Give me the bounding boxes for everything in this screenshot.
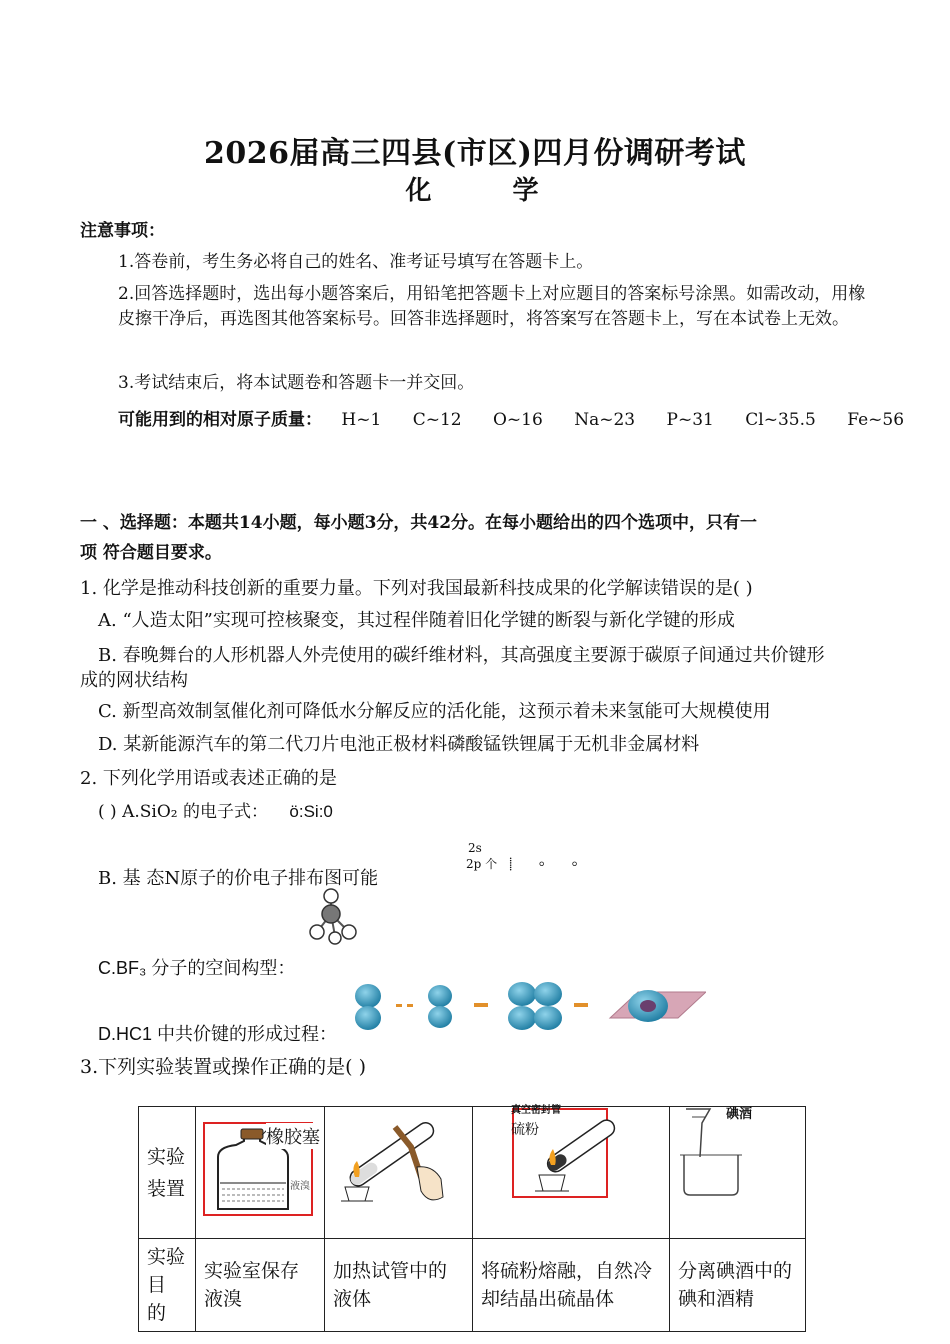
apparatus-cell-c bbox=[473, 1107, 670, 1239]
q2-stem: 2. 下列化学用语或表述正确的是 bbox=[80, 768, 337, 789]
notice-item-1: 1.答卷前，考生务必将自己的姓名、准考证号填写在答题卡上。 bbox=[118, 252, 594, 272]
q2-option-d: D.HC1 中共价键的形成过程： bbox=[98, 1024, 338, 1044]
table-row bbox=[139, 1107, 806, 1239]
liquid-bromine-label: 液溴 bbox=[290, 1181, 310, 1192]
atomic-mass-na: Na~23 bbox=[574, 410, 636, 430]
q3-stem: 3.下列实验装置或操作正确的是( ) bbox=[80, 1056, 366, 1078]
sulfur-sealed-tube-image bbox=[473, 1107, 669, 1233]
q1-option-d: D. 某新能源汽车的第二代刀片电池正极材料磷酸锰铁锂属于无机非金属材料 bbox=[98, 734, 700, 755]
hcl-orbital-overlap-diagram bbox=[352, 978, 706, 1042]
q2-option-a-label: ( ) A.SiO₂ 的电子式： bbox=[98, 802, 268, 822]
apparatus-cell-a bbox=[196, 1107, 325, 1239]
atomic-mass-fe: Fe~56 bbox=[847, 410, 905, 430]
row-header-purpose: 实验目 的 bbox=[139, 1239, 196, 1332]
experiment-table bbox=[138, 1106, 806, 1332]
orbital-diagram: 2s 2p 个 ⸽ ⸰ ⸰ bbox=[466, 841, 578, 871]
stopper-label: 橡胶塞 bbox=[266, 1123, 320, 1149]
atomic-mass-h: H~1 bbox=[341, 410, 382, 430]
q1-option-b-line1: B. 春晚舞台的人形机器人外壳使用的碳纤维材料，其高强度主要源于碳原子间通过共价键形 bbox=[98, 645, 825, 666]
iodine-tincture-label: 碘酒 bbox=[726, 1107, 753, 1122]
purpose-cell-d: 分离碘酒中的碘和酒精 bbox=[670, 1239, 806, 1332]
sulfur-powder-label: 硫粉 bbox=[511, 1122, 539, 1138]
atomic-mass-p: P~31 bbox=[666, 410, 714, 430]
q2-option-b: B. 基 态N原子的价电子排布图可能 bbox=[98, 868, 379, 889]
notice-item-3: 3.考试结束后，将本试题卷和答题卡一并交回。 bbox=[118, 373, 475, 393]
subject-title: 化 学 bbox=[405, 176, 575, 206]
orbital-2p-label: 2p 个 bbox=[466, 857, 498, 871]
row-header-apparatus: 实验装置 bbox=[139, 1107, 196, 1239]
table-row bbox=[139, 1239, 806, 1332]
notice-heading: 注意事项： bbox=[80, 221, 165, 241]
sealed-tube-label: 真空密封管 bbox=[511, 1105, 561, 1116]
atomic-mass-label: 可能用到的相对原子质量： bbox=[118, 410, 322, 430]
heating-test-tube-image bbox=[325, 1107, 472, 1233]
section-heading-line1: 一 、选择题：本题共14小题，每小题3分，共42分。在每小题给出的四个选项中，只有一 bbox=[80, 513, 758, 533]
apparatus-cell-d bbox=[670, 1107, 806, 1239]
notice-item-2: 2.回答选择题时，选出每小题答案后，用铅笔把答题卡上对应题目的答案标号涂黑。如需改动，用橡皮擦干净后，再选图其他答案标号。回答非选择题时，将答案写在答题卡上，写在本试卷上无效。 bbox=[118, 284, 866, 329]
q1-option-c: C. 新型高效制氢催化剂可降低水分解反应的活化能，这预示着未来氢能可大规模使用 bbox=[98, 701, 771, 722]
page-title: 2026届高三四县(市区)四月份调研考试 bbox=[204, 136, 746, 171]
apparatus-cell-b bbox=[325, 1107, 473, 1239]
q2-option-c: C.BF₃ 分子的空间构型： bbox=[98, 958, 296, 978]
atomic-mass-c: C~12 bbox=[412, 410, 462, 430]
q1-option-b-line2: 成的网状结构 bbox=[80, 670, 188, 691]
orbital-2s-label: 2s bbox=[468, 841, 482, 855]
atomic-mass-o: O~16 bbox=[493, 410, 543, 430]
sio2-electron-formula: ö:Si:0 bbox=[289, 802, 333, 821]
q1-stem: 1. 化学是推动科技创新的重要力量。下列对我国最新科技成果的化学解读错误的是( ) bbox=[80, 578, 753, 599]
q2-option-a bbox=[98, 797, 333, 822]
atomic-mass-cl: Cl~35.5 bbox=[745, 410, 816, 430]
bf3-molecule-model bbox=[305, 888, 357, 946]
atomic-mass-line bbox=[118, 405, 904, 430]
separatory-funnel-image bbox=[670, 1107, 805, 1233]
q1-option-a: A. “人造太阳”实现可控核聚变，其过程伴随着旧化学键的断裂与新化学键的形成 bbox=[98, 610, 735, 631]
purpose-cell-b: 加热试管中的液体 bbox=[325, 1239, 473, 1332]
section-heading-line2: 项 符合题目要求。 bbox=[80, 543, 222, 563]
purpose-cell-c: 将硫粉熔融，自然冷却结晶出硫晶体 bbox=[473, 1239, 670, 1332]
purpose-cell-a: 实验室保存液溴 bbox=[196, 1239, 325, 1332]
